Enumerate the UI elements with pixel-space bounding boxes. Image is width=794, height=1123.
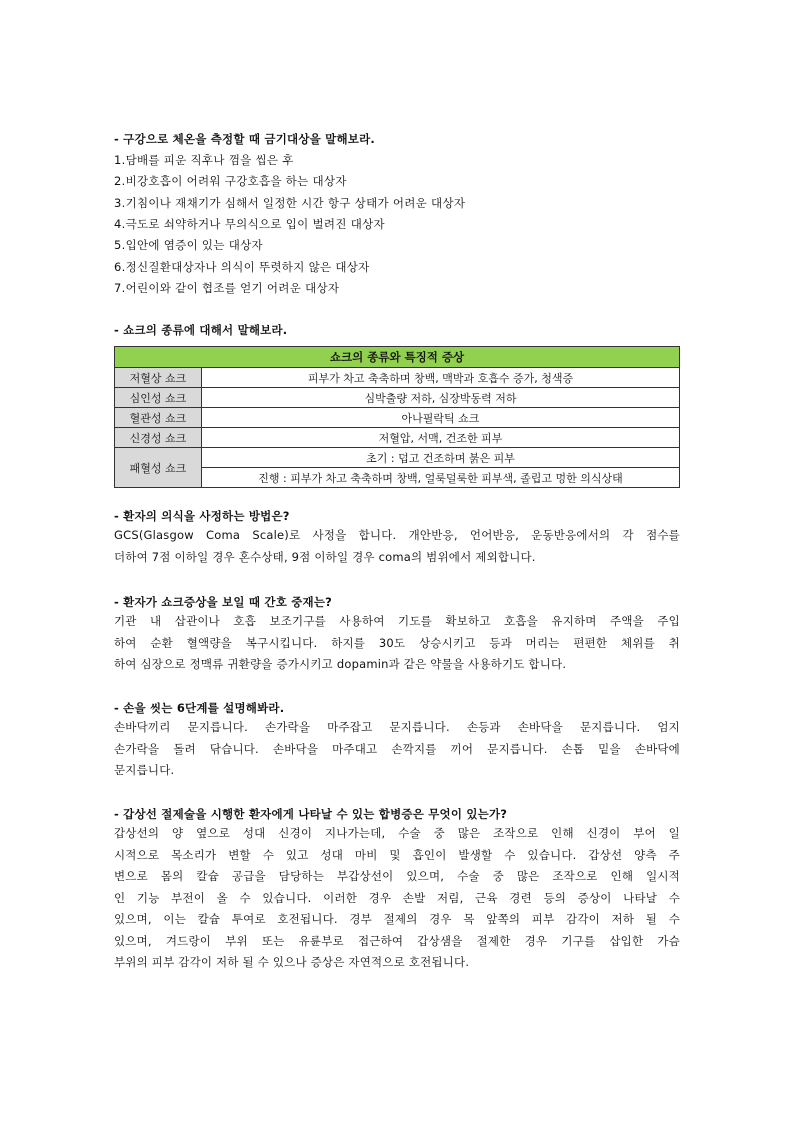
shock-type-cell: 저혈상 쇼크 — [115, 368, 202, 388]
table-row — [115, 408, 680, 428]
question-shock-types: - 쇼크의 종류에 대해서 말해보라. — [114, 323, 288, 337]
answer-line: 부위의 피부 감각이 저하 될 수 있으나 증상은 자연적으로 호전됩니다. — [114, 955, 470, 969]
answer-line: 하여 순환 혈액량을 복구시킵니다. 하지를 30도 상승시키고 등과 머리는 편편한 체위를 취 — [114, 635, 680, 650]
question-oral-temperature: - 구강으로 체온을 측정할 때 금기대상을 말해보라. — [114, 132, 375, 146]
symptom-cell: 피부가 차고 축축하며 창백, 맥박과 호흡수 증가, 청색증 — [202, 368, 680, 388]
answer-paragraph — [114, 717, 680, 782]
symptom-cell: 초기 : 덥고 건조하며 붉은 피부 — [202, 448, 680, 468]
answer-paragraph — [114, 611, 680, 676]
question-thyroidectomy: - 갑상선 절제술을 시행한 환자에게 나타날 수 있는 합병증은 무엇이 있는가? — [114, 807, 508, 821]
table-row — [115, 368, 680, 388]
answer-line: 기관 내 삽관이나 호흡 보조기구를 사용하여 기도를 확보하고 호흡을 유지하며 주액을 주입 — [114, 614, 680, 628]
question-handwashing: - 손을 씻는 6단계를 설명해봐라. — [114, 701, 285, 715]
answer-line: 손바닥끼리 문지릅니다. 손가락을 마주잡고 문지릅니다. 손등과 손바닥을 문지릅니다. 엄지 — [114, 720, 680, 734]
answer-line: 갑상선의 양 옆으로 성대 신경이 지나가는데, 수술 중 많은 조작으로 인해 신경이 부어 일 — [114, 826, 680, 840]
answer-line: 시적으로 목소리가 변할 수 있고 성대 마비 및 흡인이 발생할 수 있습니다. 갑상선 양측 주 — [114, 847, 680, 862]
list-item: 5.입안에 염증이 있는 대상자 — [114, 238, 263, 252]
table-row — [115, 448, 680, 468]
shock-types-table — [114, 346, 680, 488]
list-item: 1.담배를 피운 직후나 껌을 씹은 후 — [114, 153, 294, 167]
answer-line: 손가락을 돌려 닦습니다. 손바닥을 마주대고 손깍지를 끼어 문지릅니다. 손톱 밑을 손바닥에 — [114, 741, 680, 756]
question-consciousness: - 환자의 의식을 사정하는 방법은? — [114, 509, 290, 523]
list-item: 4.극도로 쇠약하거나 무의식으로 입이 벌려진 대상자 — [114, 217, 385, 231]
answer-paragraph — [114, 823, 680, 974]
symptom-cell: 진행 : 피부가 차고 축축하며 창백, 얼룩덜룩한 피부색, 졸립고 멍한 의식상태 — [202, 468, 680, 488]
answer-line: 하여 심장으로 정맥류 귀환량을 증가시키고 dopamin과 같은 약물을 사용하기도 합니다. — [114, 657, 567, 671]
symptom-cell: 심박출량 저하, 심장박동력 저하 — [202, 388, 680, 408]
symptom-cell: 저혈압, 서맥, 건조한 피부 — [202, 428, 680, 448]
list-item: 7.어린이와 같이 협조를 얻기 어려운 대상자 — [114, 281, 340, 295]
answer-line: 있으며, 겨드랑이 부위 또는 유륜부로 접근하여 갑상샘을 절제한 경우 기구를 삽입한 가슴 — [114, 933, 680, 948]
symptom-cell: 아나필락틱 쇼크 — [202, 408, 680, 428]
answer-line: 인 기능 부전이 올 수 있습니다. 이러한 경우 손발 저림, 근육 경련 등의 증상이 나타날 수 — [114, 890, 680, 905]
shock-type-cell: 신경성 쇼크 — [115, 428, 202, 448]
answer-paragraph — [114, 525, 680, 568]
answer-line: 변으로 몸의 칼슘 공급을 담당하는 부갑상선이 있으며, 수술 중 많은 조작으로 인해 일시적 — [114, 869, 680, 883]
answer-line: 문지릅니다. — [114, 763, 175, 777]
shock-type-cell: 패혈성 쇼크 — [115, 448, 202, 488]
shock-type-cell: 심인성 쇼크 — [115, 388, 202, 408]
list-item: 6.정신질환대상자나 의식이 뚜렷하지 않은 대상자 — [114, 260, 370, 274]
answer-line: 더하여 7점 이하일 경우 혼수상태, 9점 이하일 경우 coma의 범위에서 제외합니다. — [114, 549, 536, 564]
list-item: 2.비강호흡이 어려워 구강호흡을 하는 대상자 — [114, 174, 347, 188]
shock-type-cell: 혈관성 쇼크 — [115, 408, 202, 428]
answer-line: GCS(Glasgow Coma Scale)로 사정을 합니다. 개안반응, 언어반응, 운동반응에서의 각 점수를 — [114, 528, 680, 542]
question-shock-nursing: - 환자가 쇼크증상을 보일 때 간호 중재는? — [114, 595, 333, 609]
table-row — [115, 388, 680, 408]
table-header: 쇼크의 종류와 특징적 증상 — [115, 347, 680, 368]
table-row — [115, 428, 680, 448]
list-item: 3.기침이나 재채기가 심해서 일정한 시간 항구 상태가 어려운 대상자 — [114, 196, 466, 210]
answer-line: 있으며, 이는 칼슘 투여로 호전됩니다. 경부 절제의 경우 목 앞쪽의 피부 감각이 저하 될 수 — [114, 912, 680, 926]
